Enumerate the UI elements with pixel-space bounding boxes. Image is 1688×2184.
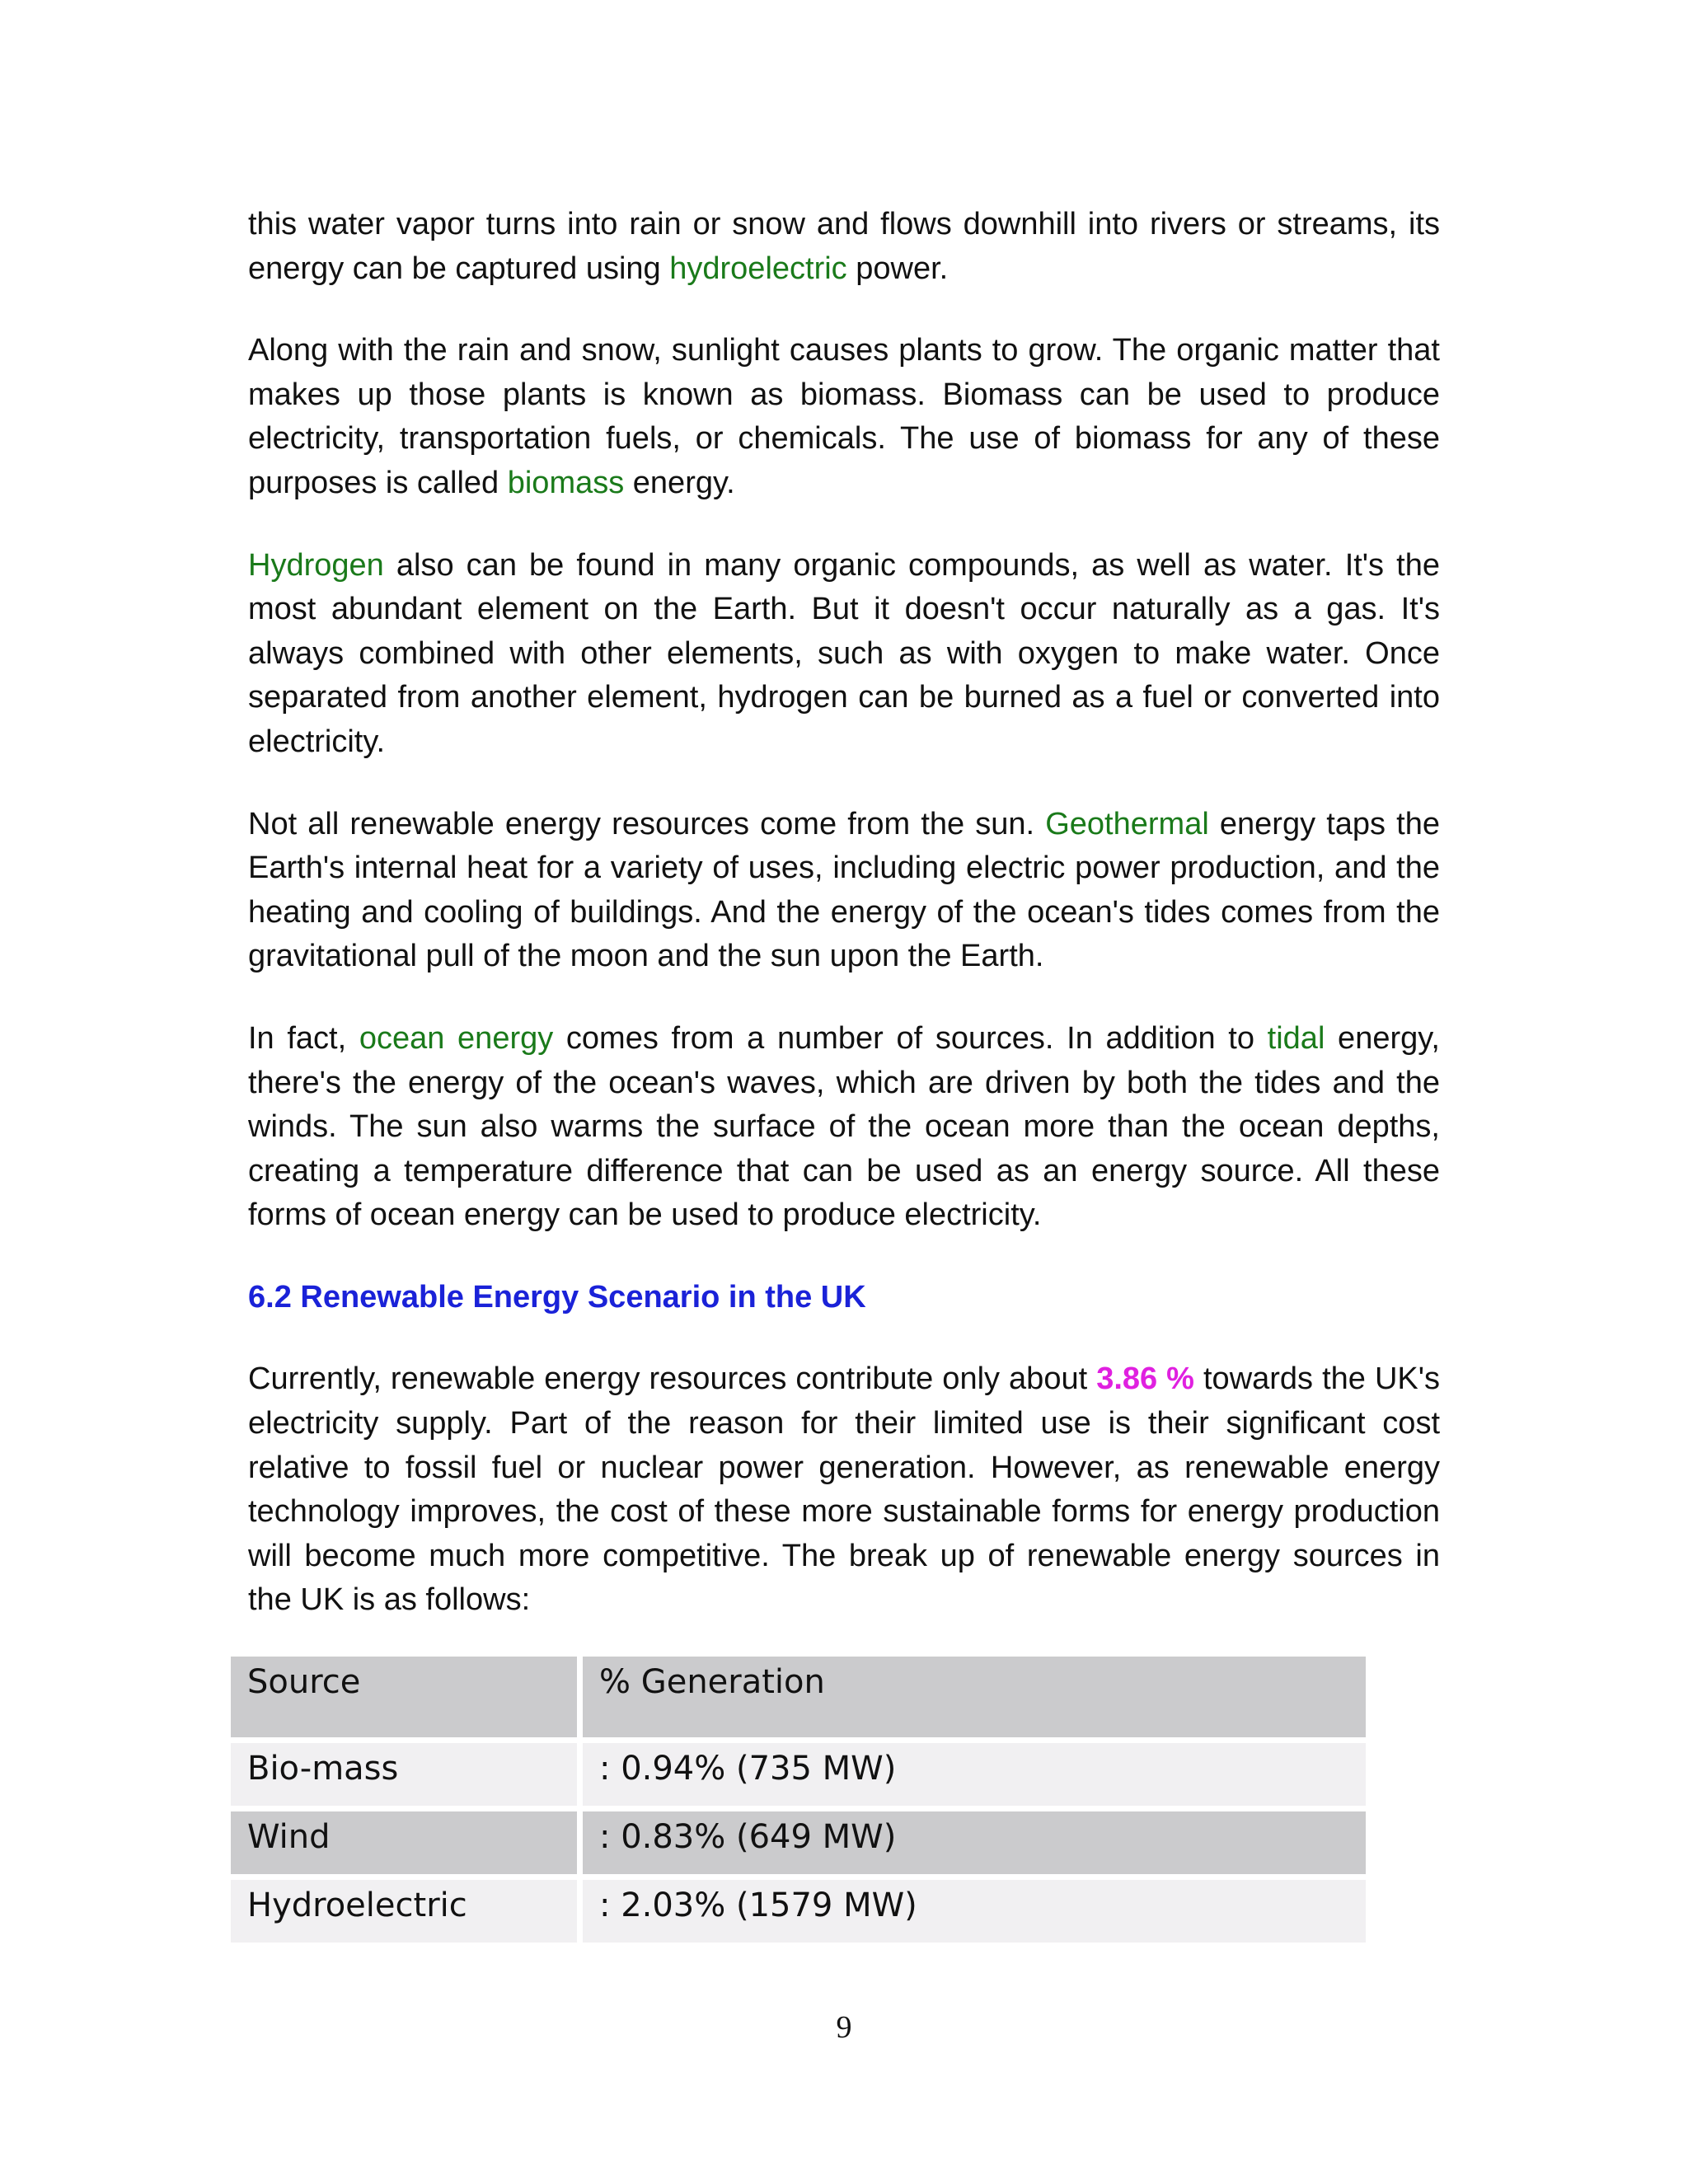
term-biomass: biomass [507, 465, 625, 500]
paragraph-ocean-energy [248, 1017, 1440, 1238]
table-row [231, 1743, 1366, 1806]
section-heading: 6.2 Renewable Energy Scenario in the UK [248, 1279, 866, 1315]
table-cell-generation: : 0.83% (649 MW) [583, 1811, 1366, 1874]
highlight-percentage: 3.86 % [1096, 1361, 1194, 1397]
paragraph-text: towards the UK's electricity supply. Part of the reason for their limited use is their significant cost relative to fossil fuel or nuclear power generation. However, as renewable energy technology improves, the cost of these more sustainable forms for energy production will become much more competitive. The break up of renewable energy sources in the UK is as follows: [248, 1361, 1440, 1618]
document-body [248, 203, 1440, 1661]
paragraph-text: Along with the rain and snow, sunlight causes plants to grow. The organic matter that makes up those plants is known as biomass. Biomass can be used to produce electricity, transportation fuels, or chemicals. The use of biomass for any of these purposes is called [248, 333, 1440, 500]
paragraph-biomass [248, 329, 1440, 505]
paragraph-text: power. [846, 251, 949, 286]
paragraph-text: energy, there's the energy of the ocean's waves, which are driven by both the tides and the winds. The sun also warms the surface of the ocean more than the ocean depths, creating a temperature difference that can be used as an energy source. All these forms of ocean energy can be used to produce electricity. [248, 1020, 1440, 1233]
term-geothermal: Geothermal [1045, 806, 1209, 841]
term-hydroelectric: hydroelectric [669, 251, 847, 286]
paragraph-text: energy taps the Earth's internal heat for a variety of uses, including electric power production, and the heating and cooling of buildings. And the energy of the ocean's tides comes from the gravitational pull of the moon and the sun upon the Earth. [248, 806, 1440, 974]
term-tidal: tidal [1267, 1020, 1325, 1056]
table-header-row [231, 1657, 1366, 1737]
table-cell-source: Hydroelectric [231, 1880, 577, 1943]
table-cell-source: Wind [231, 1811, 577, 1874]
paragraph-uk-scenario [248, 1357, 1440, 1623]
paragraph-text: Currently, renewable energy resources contribute only about [248, 1361, 1097, 1397]
table-row [231, 1811, 1366, 1874]
page-number: 9 [836, 2010, 852, 2045]
table-cell-generation: : 2.03% (1579 MW) [583, 1880, 1366, 1943]
table-header-cell: % Generation [583, 1657, 1366, 1737]
paragraph-geothermal [248, 803, 1440, 979]
term-hydrogen: Hydrogen [248, 547, 384, 583]
renewable-sources-table [225, 1651, 1372, 1948]
table-header-cell: Source [231, 1657, 577, 1737]
paragraph-text: Not all renewable energy resources come from the sun. [248, 806, 1046, 841]
paragraph-text: energy. [624, 465, 735, 500]
table-cell-source: Bio-mass [231, 1743, 577, 1806]
paragraph-text: also can be found in many organic compounds, as well as water. It's the most abundant element on the Earth. But it doesn't occur naturally as a gas. It's always combined with other elements, such as with oxygen to make water. Once separated from another element, hydrogen can be burned as a fuel or converted into electricity. [248, 547, 1440, 759]
paragraph-hydrogen [248, 544, 1440, 765]
table-row [231, 1880, 1366, 1943]
term-ocean-energy: ocean energy [359, 1020, 554, 1056]
paragraph-text: comes from a number of sources. In addition to [553, 1020, 1268, 1056]
paragraph-hydroelectric [248, 203, 1440, 291]
table-cell-generation: : 0.94% (735 MW) [583, 1743, 1366, 1806]
paragraph-text: this water vapor turns into rain or snow and flows downhill into rivers or streams, its energy can be captured using [248, 207, 1440, 286]
paragraph-text: In fact, [248, 1020, 359, 1056]
